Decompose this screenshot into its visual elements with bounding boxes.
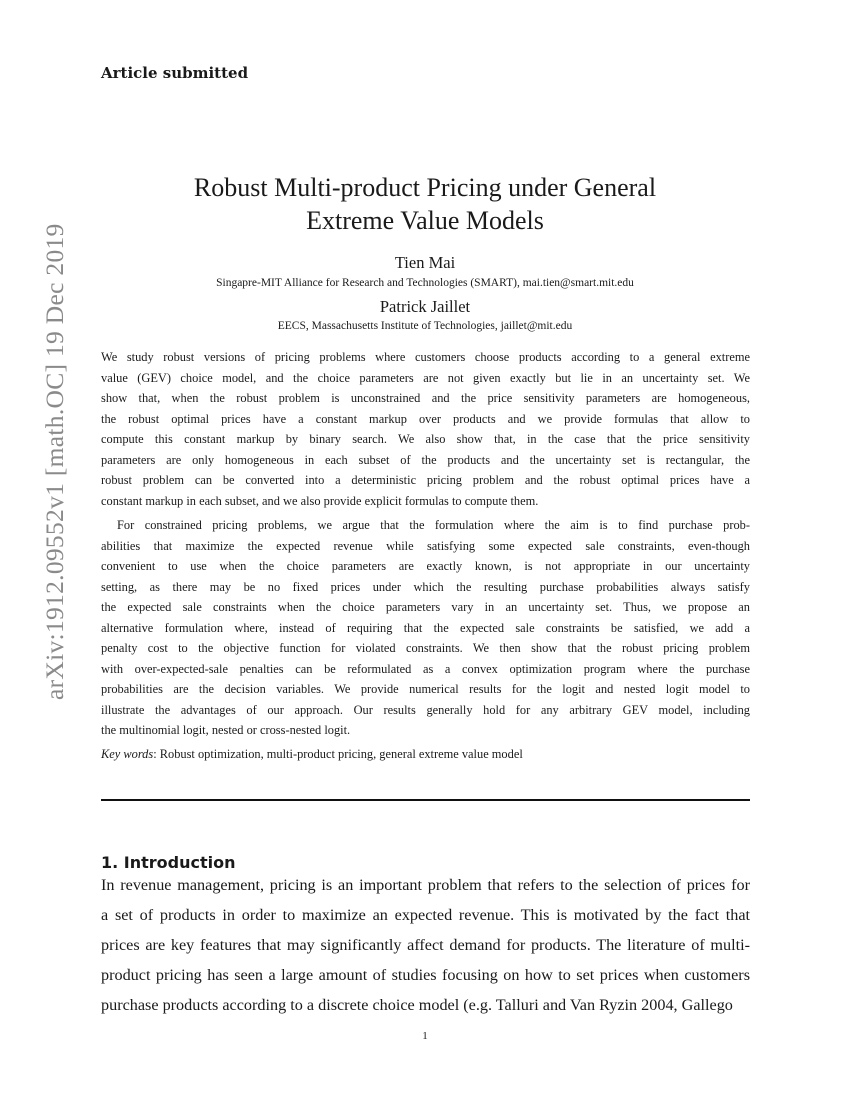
title-line: Robust Multi-product Pricing under General <box>193 173 657 202</box>
text-line: compute this constant markup by binary search. We also show that, in the case that the price sensitivity <box>101 432 750 446</box>
text-line: the robust optimal prices have a constant markup over products and we provide formulas that allow to <box>101 411 750 426</box>
author-name: Patrick Jaillet <box>379 297 471 316</box>
section-heading: 1. Introduction <box>101 853 236 872</box>
author-affiliation: EECS, Massachusetts Institute of Technologies, jaillet@mit.edu <box>277 320 573 332</box>
text-line: illustrate the advantages of our approach. Our results generally hold for any arbitrary GEV model, including <box>101 702 750 717</box>
text-line: abilities that maximize the expected revenue while satisfying some expected sale constraints, even-though <box>101 538 750 553</box>
text-line: We study robust versions of pricing problems where customers choose products according to a general extreme <box>101 350 750 364</box>
text-line: probabilities are the decision variables. We provide numerical results for the logit and nested logit model to <box>101 682 750 696</box>
author-affiliation: Singapre-MIT Alliance for Research and Technologies (SMART), mai.tien@smart.mit.edu <box>216 277 634 289</box>
text-line: parameters are only homogeneous in each subset of the products and the uncertainty set is rectangular, the <box>101 452 750 467</box>
page-number: 1 <box>422 1030 428 1042</box>
title-line: Extreme Value Models <box>306 206 544 235</box>
text-line: penalty cost to the objective function for violated constraints. We then show that the robust pricing problem <box>101 641 750 655</box>
keywords-label: Key words <box>101 747 154 761</box>
text-line: alternative formulation where, instead of requiring that the expected sale constraints be satisfied, we add a <box>101 620 750 635</box>
text-line: value (GEV) choice model, and the choice parameters are not given exactly but lie in an uncertainty set. We <box>101 370 750 385</box>
text-line: the expected sale constraints when the choice parameters vary in an uncertainty set. Thus, we propose an <box>101 600 750 614</box>
text-line: a set of products in order to maximize an expected revenue. This is motivated by the fact that <box>101 906 750 924</box>
keywords <box>101 747 523 762</box>
text-line: For constrained pricing problems, we argue that the formulation where the aim is to find purchase prob- <box>117 518 750 532</box>
author-name: Tien Mai <box>394 253 456 272</box>
text-line: setting, as there may be no fixed prices under which the resulting purchase probabilities always satisfy <box>101 579 750 594</box>
divider <box>101 799 750 801</box>
text-line: In revenue management, pricing is an important problem that refers to the selection of prices for <box>101 876 750 894</box>
text-line: product pricing has seen a large amount of studies focusing on how to set prices when customers <box>101 966 750 984</box>
keywords-text: : Robust optimization, multi-product pricing, general extreme value model <box>153 747 523 761</box>
paper-title <box>0 171 850 237</box>
text-line: convenient to use when the choice parameters are exactly known, is not appropriate in our uncertainty <box>101 559 750 573</box>
text-line: prices are key features that may significantly affect demand for products. The literature of multi- <box>101 936 750 954</box>
text-line: purchase products according to a discrete choice model (e.g. Talluri and Van Ryzin 2004, Gallego <box>101 996 733 1014</box>
text-line: constant markup in each subset, and we also provide explicit formulas to compute them. <box>101 493 539 508</box>
running-header: Article submitted <box>101 64 249 82</box>
text-line: robust problem can be converted into a deterministic pricing problem and the robust optimal prices have a <box>101 473 750 487</box>
text-line: with over-expected-sale penalties can be reformulated as a convex optimization program where the purchase <box>101 661 750 676</box>
arxiv-identifier: arXiv:1912.09552v1 [math.OC] 19 Dec 2019 <box>40 223 69 700</box>
text-line: show that, when the robust problem is unconstrained and the price sensitivity parameters are homogeneous, <box>101 391 750 405</box>
text-line: the multinomial logit, nested or cross-nested logit. <box>101 723 351 737</box>
